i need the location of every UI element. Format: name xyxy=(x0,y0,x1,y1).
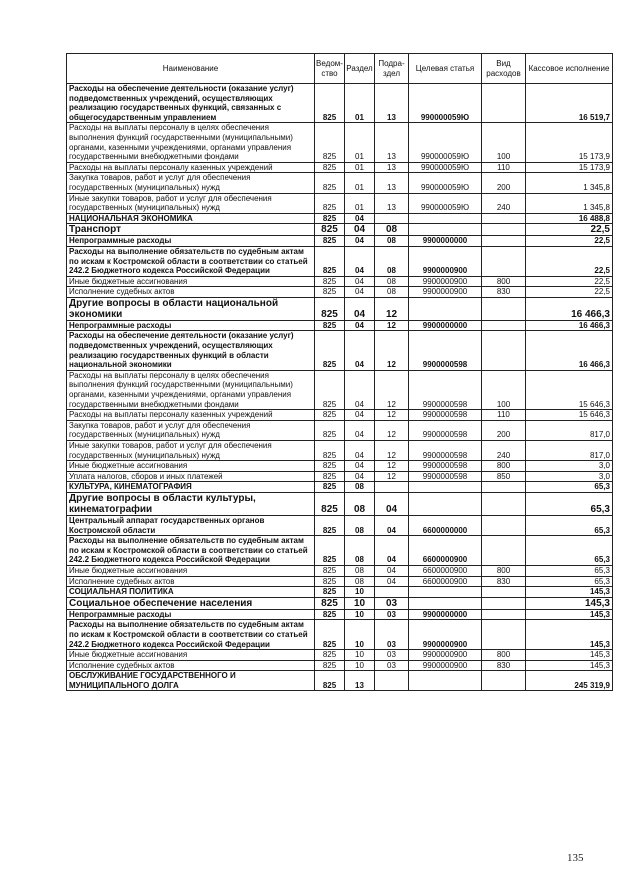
cell-name: Расходы на выполнение обязательств по судебным актам по искам к Костромской области в соответствии со статьей 242.2 Бюджетного кодекса Российской Федерации xyxy=(67,246,315,276)
cell-name: Иные закупки товаров, работ и услуг для обеспечения государственных (муниципальных) нужд xyxy=(67,441,315,461)
cell-name: Непрограммные расходы xyxy=(67,320,315,331)
cell-dept: 825 xyxy=(315,224,345,236)
cell-cash: 1 345,8 xyxy=(526,193,613,213)
table-row xyxy=(67,213,613,224)
cell-cash: 65,3 xyxy=(526,515,613,535)
cell-dept: 825 xyxy=(315,236,345,247)
cell-exp-type: 800 xyxy=(482,461,526,472)
cell-section: 08 xyxy=(345,515,375,535)
cell-exp-type: 800 xyxy=(482,565,526,576)
cell-target: 9900000000 xyxy=(409,320,482,331)
cell-section: 08 xyxy=(345,482,375,493)
cell-dept: 825 xyxy=(315,331,345,370)
cell-name: КУЛЬТУРА, КИНЕМАТОГРАФИЯ xyxy=(67,482,315,493)
cell-subsection: 08 xyxy=(375,276,409,287)
cell-exp-type: 800 xyxy=(482,650,526,661)
cell-dept: 825 xyxy=(315,536,345,566)
cell-target xyxy=(409,482,482,493)
table-row xyxy=(67,123,613,162)
cell-subsection: 04 xyxy=(375,565,409,576)
cell-dept: 825 xyxy=(315,441,345,461)
cell-name: Иные бюджетные ассигнования xyxy=(67,650,315,661)
cell-target: 6600000000 xyxy=(409,515,482,535)
cell-exp-type xyxy=(482,297,526,320)
cell-dept: 825 xyxy=(315,410,345,421)
header-subsection: Подра-здел xyxy=(375,54,409,84)
cell-target: 9900000598 xyxy=(409,370,482,409)
cell-target xyxy=(409,597,482,609)
cell-exp-type: 240 xyxy=(482,193,526,213)
cell-exp-type: 200 xyxy=(482,420,526,440)
cell-section: 01 xyxy=(345,193,375,213)
cell-target xyxy=(409,587,482,598)
cell-target: 9900000598 xyxy=(409,420,482,440)
cell-name: Закупка товаров, работ и услуг для обеспечения государственных (муниципальных) нужд xyxy=(67,173,315,193)
cell-cash: 15 173,9 xyxy=(526,123,613,162)
cell-dept: 825 xyxy=(315,660,345,671)
table-row xyxy=(67,492,613,515)
cell-cash: 817,0 xyxy=(526,441,613,461)
cell-dept: 825 xyxy=(315,84,345,123)
cell-exp-type xyxy=(482,224,526,236)
cell-exp-type: 110 xyxy=(482,162,526,173)
cell-dept: 825 xyxy=(315,370,345,409)
cell-subsection: 12 xyxy=(375,461,409,472)
cell-dept: 825 xyxy=(315,671,345,691)
cell-subsection: 12 xyxy=(375,370,409,409)
cell-section: 10 xyxy=(345,660,375,671)
table-row xyxy=(67,597,613,609)
cell-subsection: 08 xyxy=(375,246,409,276)
cell-name: Закупка товаров, работ и услуг для обеспечения государственных (муниципальных) нужд xyxy=(67,420,315,440)
table-row xyxy=(67,173,613,193)
cell-target: 9900000598 xyxy=(409,441,482,461)
cell-section: 01 xyxy=(345,173,375,193)
cell-target: 990000059Ю xyxy=(409,193,482,213)
cell-subsection: 12 xyxy=(375,297,409,320)
cell-cash: 16 466,3 xyxy=(526,320,613,331)
cell-cash: 16 519,7 xyxy=(526,84,613,123)
cell-name: Иные бюджетные ассигнования xyxy=(67,276,315,287)
cell-subsection: 12 xyxy=(375,410,409,421)
cell-section: 04 xyxy=(345,213,375,224)
cell-cash: 65,3 xyxy=(526,492,613,515)
cell-dept: 825 xyxy=(315,276,345,287)
cell-dept: 825 xyxy=(315,320,345,331)
cell-subsection: 04 xyxy=(375,515,409,535)
cell-dept: 825 xyxy=(315,565,345,576)
table-row xyxy=(67,224,613,236)
cell-name: Непрограммные расходы xyxy=(67,236,315,247)
cell-dept: 825 xyxy=(315,162,345,173)
cell-target xyxy=(409,297,482,320)
cell-cash: 65,3 xyxy=(526,536,613,566)
cell-dept: 825 xyxy=(315,297,345,320)
table-row xyxy=(67,320,613,331)
cell-name: Расходы на выплаты персоналу в целях обеспечения выполнения функций государственными (муниципальными) органами, казенными учреждениями, органами управления государственными внебюджетными фондами xyxy=(67,370,315,409)
cell-name: Расходы на выплаты персоналу казенных учреждений xyxy=(67,410,315,421)
cell-subsection: 04 xyxy=(375,576,409,587)
table-row xyxy=(67,587,613,598)
cell-cash: 65,3 xyxy=(526,565,613,576)
cell-dept: 825 xyxy=(315,587,345,598)
cell-exp-type: 100 xyxy=(482,123,526,162)
cell-subsection: 03 xyxy=(375,650,409,661)
cell-dept: 825 xyxy=(315,246,345,276)
cell-name: Транспорт xyxy=(67,224,315,236)
cell-dept: 825 xyxy=(315,576,345,587)
table-row xyxy=(67,297,613,320)
cell-name: НАЦИОНАЛЬНАЯ ЭКОНОМИКА xyxy=(67,213,315,224)
cell-cash: 145,3 xyxy=(526,587,613,598)
cell-dept: 825 xyxy=(315,597,345,609)
cell-cash: 16 466,3 xyxy=(526,297,613,320)
cell-name: Другие вопросы в области культуры, кинематографии xyxy=(67,492,315,515)
cell-dept: 825 xyxy=(315,420,345,440)
cell-subsection: 04 xyxy=(375,492,409,515)
cell-subsection: 13 xyxy=(375,123,409,162)
header-dept: Ведом-ство xyxy=(315,54,345,84)
cell-exp-type: 200 xyxy=(482,173,526,193)
table-row xyxy=(67,410,613,421)
table-row xyxy=(67,84,613,123)
cell-cash: 22,5 xyxy=(526,276,613,287)
cell-subsection: 04 xyxy=(375,536,409,566)
table-row xyxy=(67,576,613,587)
cell-exp-type xyxy=(482,597,526,609)
cell-section: 10 xyxy=(345,597,375,609)
cell-name: Расходы на выполнение обязательств по судебным актам по искам к Костромской области в соответствии со статьей 242.2 Бюджетного кодекса Российской Федерации xyxy=(67,620,315,650)
cell-section: 04 xyxy=(345,287,375,298)
cell-dept: 825 xyxy=(315,515,345,535)
cell-subsection xyxy=(375,671,409,691)
table-row xyxy=(67,236,613,247)
header-target: Целевая статья xyxy=(409,54,482,84)
table-row xyxy=(67,515,613,535)
cell-section: 01 xyxy=(345,123,375,162)
cell-subsection xyxy=(375,213,409,224)
cell-subsection: 13 xyxy=(375,162,409,173)
cell-section: 10 xyxy=(345,650,375,661)
header-name: Наименование xyxy=(67,54,315,84)
table-row xyxy=(67,609,613,620)
cell-name: Расходы на выполнение обязательств по судебным актам по искам к Костромской области в соответствии со статьей 242.2 Бюджетного кодекса Российской Федерации xyxy=(67,536,315,566)
cell-dept: 825 xyxy=(315,173,345,193)
cell-section: 10 xyxy=(345,587,375,598)
table-row xyxy=(67,287,613,298)
cell-name: Уплата налогов, сборов и иных платежей xyxy=(67,471,315,482)
table-row xyxy=(67,246,613,276)
cell-subsection: 12 xyxy=(375,331,409,370)
cell-section: 08 xyxy=(345,536,375,566)
cell-target: 9900000900 xyxy=(409,660,482,671)
cell-name: Исполнение судебных актов xyxy=(67,576,315,587)
cell-dept: 825 xyxy=(315,193,345,213)
cell-section: 04 xyxy=(345,461,375,472)
cell-exp-type: 830 xyxy=(482,576,526,587)
cell-target xyxy=(409,671,482,691)
cell-section: 04 xyxy=(345,331,375,370)
table-row xyxy=(67,471,613,482)
cell-dept: 825 xyxy=(315,213,345,224)
cell-exp-type xyxy=(482,331,526,370)
table-row xyxy=(67,441,613,461)
cell-cash: 22,5 xyxy=(526,236,613,247)
cell-section: 04 xyxy=(345,246,375,276)
cell-exp-type: 100 xyxy=(482,370,526,409)
cell-cash: 1 345,8 xyxy=(526,173,613,193)
cell-section: 04 xyxy=(345,276,375,287)
table-row xyxy=(67,482,613,493)
cell-subsection: 13 xyxy=(375,193,409,213)
cell-subsection: 03 xyxy=(375,609,409,620)
cell-exp-type xyxy=(482,609,526,620)
cell-exp-type xyxy=(482,213,526,224)
cell-cash: 16 466,3 xyxy=(526,331,613,370)
cell-cash: 145,3 xyxy=(526,660,613,671)
cell-target: 990000059Ю xyxy=(409,123,482,162)
cell-target: 990000059Ю xyxy=(409,162,482,173)
table-header-row xyxy=(67,54,613,84)
cell-subsection: 03 xyxy=(375,597,409,609)
cell-cash: 22,5 xyxy=(526,224,613,236)
cell-section: 04 xyxy=(345,420,375,440)
cell-dept: 825 xyxy=(315,482,345,493)
cell-target: 9900000598 xyxy=(409,410,482,421)
cell-subsection: 03 xyxy=(375,620,409,650)
cell-name: Центральный аппарат государственных органов Костромской области xyxy=(67,515,315,535)
table-row xyxy=(67,671,613,691)
cell-target: 9900000900 xyxy=(409,287,482,298)
cell-section: 04 xyxy=(345,471,375,482)
cell-cash: 145,3 xyxy=(526,597,613,609)
cell-cash: 65,3 xyxy=(526,576,613,587)
cell-name: ОБСЛУЖИВАНИЕ ГОСУДАРСТВЕННОГО И МУНИЦИПАЛЬНОГО ДОЛГА xyxy=(67,671,315,691)
cell-section: 13 xyxy=(345,671,375,691)
cell-dept: 825 xyxy=(315,471,345,482)
budget-table-page xyxy=(66,53,612,691)
cell-exp-type: 850 xyxy=(482,471,526,482)
cell-target: 9900000598 xyxy=(409,471,482,482)
cell-exp-type xyxy=(482,236,526,247)
page-number: 135 xyxy=(567,852,584,864)
cell-target xyxy=(409,492,482,515)
table-row xyxy=(67,620,613,650)
cell-subsection: 08 xyxy=(375,236,409,247)
cell-target: 9900000900 xyxy=(409,276,482,287)
table-row xyxy=(67,420,613,440)
cell-cash: 145,3 xyxy=(526,620,613,650)
cell-subsection: 08 xyxy=(375,224,409,236)
header-cash: Кассовое исполнение xyxy=(526,54,613,84)
cell-section: 04 xyxy=(345,320,375,331)
cell-section: 04 xyxy=(345,441,375,461)
table-row xyxy=(67,331,613,370)
table-row xyxy=(67,370,613,409)
cell-exp-type xyxy=(482,482,526,493)
cell-cash: 245 319,9 xyxy=(526,671,613,691)
cell-dept: 825 xyxy=(315,287,345,298)
cell-target: 9900000900 xyxy=(409,650,482,661)
budget-execution-table xyxy=(66,53,613,691)
cell-exp-type xyxy=(482,536,526,566)
table-row xyxy=(67,536,613,566)
cell-cash: 15 646,3 xyxy=(526,370,613,409)
table-row xyxy=(67,650,613,661)
cell-subsection: 12 xyxy=(375,420,409,440)
table-row xyxy=(67,461,613,472)
cell-dept: 825 xyxy=(315,461,345,472)
cell-cash: 65,3 xyxy=(526,482,613,493)
cell-subsection: 12 xyxy=(375,320,409,331)
cell-name: Другие вопросы в области национальной экономики xyxy=(67,297,315,320)
cell-subsection: 13 xyxy=(375,84,409,123)
cell-dept: 825 xyxy=(315,492,345,515)
table-row xyxy=(67,276,613,287)
cell-section: 08 xyxy=(345,565,375,576)
cell-dept: 825 xyxy=(315,609,345,620)
cell-subsection: 03 xyxy=(375,660,409,671)
cell-subsection xyxy=(375,482,409,493)
cell-target: 6600000900 xyxy=(409,576,482,587)
cell-dept: 825 xyxy=(315,650,345,661)
cell-name: Иные бюджетные ассигнования xyxy=(67,461,315,472)
cell-name: Расходы на выплаты персоналу в целях обеспечения выполнения функций государственными (муниципальными) органами, казенными учреждениями, органами управления государственными внебюджетными фондами xyxy=(67,123,315,162)
cell-exp-type xyxy=(482,620,526,650)
table-body xyxy=(67,84,613,691)
cell-subsection xyxy=(375,587,409,598)
cell-name: Исполнение судебных актов xyxy=(67,287,315,298)
cell-target: 9900000000 xyxy=(409,236,482,247)
cell-cash: 3,0 xyxy=(526,461,613,472)
cell-cash: 16 488,8 xyxy=(526,213,613,224)
cell-target: 990000059Ю xyxy=(409,84,482,123)
header-exp-type: Вид расходов xyxy=(482,54,526,84)
cell-target: 9900000000 xyxy=(409,609,482,620)
cell-cash: 145,3 xyxy=(526,650,613,661)
cell-exp-type: 830 xyxy=(482,660,526,671)
cell-target: 6600000900 xyxy=(409,536,482,566)
cell-cash: 3,0 xyxy=(526,471,613,482)
cell-name: Непрограммные расходы xyxy=(67,609,315,620)
cell-exp-type xyxy=(482,671,526,691)
cell-exp-type xyxy=(482,246,526,276)
cell-subsection: 12 xyxy=(375,471,409,482)
cell-section: 04 xyxy=(345,236,375,247)
table-row xyxy=(67,565,613,576)
cell-target xyxy=(409,213,482,224)
cell-exp-type: 240 xyxy=(482,441,526,461)
cell-exp-type xyxy=(482,84,526,123)
cell-name: Расходы на выплаты персоналу казенных учреждений xyxy=(67,162,315,173)
cell-cash: 817,0 xyxy=(526,420,613,440)
cell-target xyxy=(409,224,482,236)
cell-exp-type xyxy=(482,492,526,515)
cell-target: 6600000900 xyxy=(409,565,482,576)
cell-cash: 22,5 xyxy=(526,246,613,276)
table-row xyxy=(67,660,613,671)
cell-name: Иные бюджетные ассигнования xyxy=(67,565,315,576)
cell-section: 10 xyxy=(345,609,375,620)
cell-exp-type: 110 xyxy=(482,410,526,421)
cell-exp-type xyxy=(482,515,526,535)
header-section: Раздел xyxy=(345,54,375,84)
cell-subsection: 13 xyxy=(375,173,409,193)
cell-exp-type: 830 xyxy=(482,287,526,298)
table-row xyxy=(67,162,613,173)
cell-section: 04 xyxy=(345,370,375,409)
cell-target: 9900000598 xyxy=(409,461,482,472)
cell-dept: 825 xyxy=(315,620,345,650)
cell-name: Исполнение судебных актов xyxy=(67,660,315,671)
cell-section: 08 xyxy=(345,492,375,515)
cell-subsection: 08 xyxy=(375,287,409,298)
table-row xyxy=(67,193,613,213)
cell-section: 10 xyxy=(345,620,375,650)
cell-section: 04 xyxy=(345,410,375,421)
cell-target: 990000059Ю xyxy=(409,173,482,193)
cell-dept: 825 xyxy=(315,123,345,162)
cell-exp-type xyxy=(482,320,526,331)
cell-section: 04 xyxy=(345,297,375,320)
cell-section: 08 xyxy=(345,576,375,587)
cell-name: Расходы на обеспечение деятельности (оказание услуг) подведомственных учреждений, осуществляющих реализацию государственных функций в области национальной экономики xyxy=(67,331,315,370)
cell-section: 04 xyxy=(345,224,375,236)
cell-subsection: 12 xyxy=(375,441,409,461)
cell-cash: 15 646,3 xyxy=(526,410,613,421)
cell-name: Социальное обеспечение населения xyxy=(67,597,315,609)
cell-exp-type xyxy=(482,587,526,598)
cell-exp-type: 800 xyxy=(482,276,526,287)
cell-section: 01 xyxy=(345,162,375,173)
cell-name: Расходы на обеспечение деятельности (оказание услуг) подведомственных учреждений, осуществляющих реализацию государственных функций, связанных с общегосударственным управлением xyxy=(67,84,315,123)
cell-section: 01 xyxy=(345,84,375,123)
cell-target: 9900000900 xyxy=(409,246,482,276)
cell-target: 9900000900 xyxy=(409,620,482,650)
cell-cash: 145,3 xyxy=(526,609,613,620)
cell-target: 9900000598 xyxy=(409,331,482,370)
cell-cash: 15 173,9 xyxy=(526,162,613,173)
cell-cash: 22,5 xyxy=(526,287,613,298)
cell-name: Иные закупки товаров, работ и услуг для обеспечения государственных (муниципальных) нужд xyxy=(67,193,315,213)
cell-name: СОЦИАЛЬНАЯ ПОЛИТИКА xyxy=(67,587,315,598)
